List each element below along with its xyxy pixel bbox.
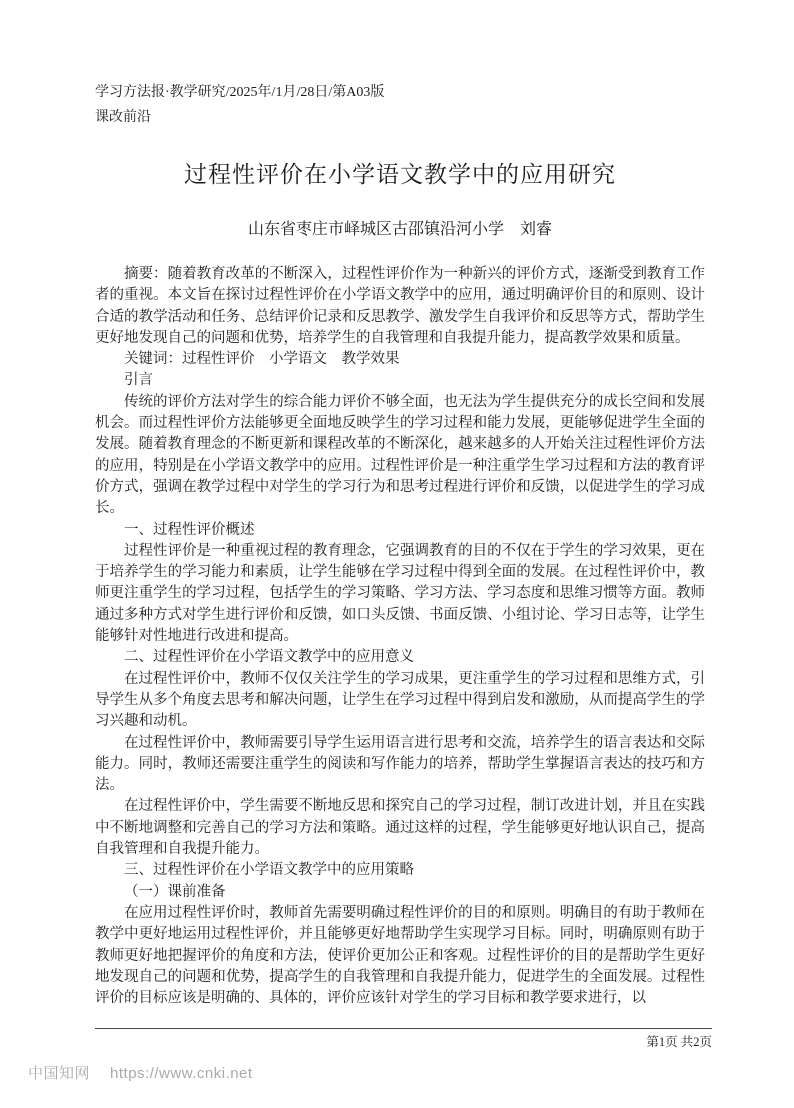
- keywords-line: 关键词：过程性评价 小学语文 教学效果: [124, 351, 400, 368]
- sub-section-heading: （一）课前准备: [124, 883, 226, 900]
- page-footer: [95, 1028, 712, 1050]
- section-heading: 引言: [124, 372, 153, 389]
- section-heading: 二、过程性评价在小学语文教学中的应用意义: [124, 649, 414, 666]
- cnki-watermark: [28, 1062, 253, 1083]
- cnki-url-link[interactable]: https://www.cnki.net: [110, 1065, 253, 1082]
- page-indicator: 第1页 共2页: [646, 1035, 712, 1049]
- body-paragraph: 传统的评价方法对学生的综合能力评价不够全面，也无法为学生提供充分的成长空间和发展机会。而过程性评价方法能够更全面地反映学生的学习过程和能力发展，更能够促进学生全面的发展。随着教育理念的不断更新和课程改革的不断深化，越来越多的人开始关注过程性评价方法的应用，特别是在小学语文教学中的应用。过程性评价是一种注重学生学习过程和方法的教育评价方式，强调在教学过程中对学生的学习行为和思考过程进行评价和反馈，以促进学生的学习成长。: [95, 393, 705, 517]
- publication-info: 学习方法报·教学研究/2025年/1月/28日/第A03版: [95, 85, 385, 100]
- body-paragraph: 在过程性评价中，教师不仅仅关注学生的学习成果，更注重学生的学习过程和思维方式，引导学生从多个角度去思考和解决问题，让学生在学习过程中得到启发和激励，从而提高学生的学习兴趣和动机。: [95, 670, 705, 730]
- abstract-paragraph: 摘要：随着教育改革的不断深入，过程性评价作为一种新兴的评价方式，逐渐受到教育工作者的重视。本文旨在探讨过程性评价在小学语文教学中的应用，通过明确评价目的和原则、设计合适的教学活动和任务、总结评价记录和反思教学、激发学生自我评价和反思等方式，帮助学生更好地发现自己的问题和优势，培养学生的自我管理和自我提升能力，提高教学效果和质量。: [95, 266, 705, 346]
- body-paragraph: 在过程性评价中，教师需要引导学生运用语言进行思考和交流，培养学生的语言表达和交际能力。同时，教师还需要注重学生的阅读和写作能力的培养，帮助学生掌握语言表达的技巧和方法。: [95, 734, 705, 794]
- column-name: 课改前沿: [95, 110, 151, 125]
- page-header: [95, 80, 705, 130]
- author-affiliation: 山东省枣庄市峄城区古邵镇沿河小学 刘睿: [247, 221, 552, 238]
- body-paragraph: 过程性评价是一种重视过程的教育理念，它强调教育的目的不仅在于学生的学习效果，更在于培养学生的学习能力和素质，让学生能够在学习过程中得到全面的发展。在过程性评价中，教师更注重学生的学习过程，包括学生的学习策略、学习方法、学习态度和思维习惯等方面。教师通过多种方式对学生进行评价和反馈，如口头反馈、书面反馈、小组讨论、学习日志等，让学生能够针对性地进行改进和提高。: [95, 542, 705, 645]
- body-paragraph: 在应用过程性评价时，教师首先需要明确过程性评价的目的和原则。明确目的有助于教师在教学中更好地运用过程性评价，并且能够更好地帮助学生实现学习目标。同时，明确原则有助于教师更好地把握评价的角度和方法，使评价更加公正和客观。过程性评价的目的是帮助学生更好地发现自己的问题和优势，提高学生的自我管理和自我提升能力，促进学生的全面发展。过程性评价的目标应该是明确的、具体的，评价应该针对学生的学习目标和教学要求进行，以: [95, 904, 705, 1007]
- section-heading: 三、过程性评价在小学语文教学中的应用策略: [124, 862, 414, 879]
- section-heading: 一、过程性评价概述: [124, 521, 255, 538]
- cnki-brand: 中国知网: [28, 1065, 91, 1082]
- article-body: [95, 264, 705, 1009]
- article-title: 过程性评价在小学语文教学中的应用研究: [184, 162, 616, 187]
- body-paragraph: 在过程性评价中，学生需要不断地反思和探究自己的学习过程，制订改进计划，并且在实践中不断地调整和完善自己的学习方法和策略。通过这样的过程，学生能够更好地认识自己，提高自我管理和自我提升能力。: [95, 798, 705, 858]
